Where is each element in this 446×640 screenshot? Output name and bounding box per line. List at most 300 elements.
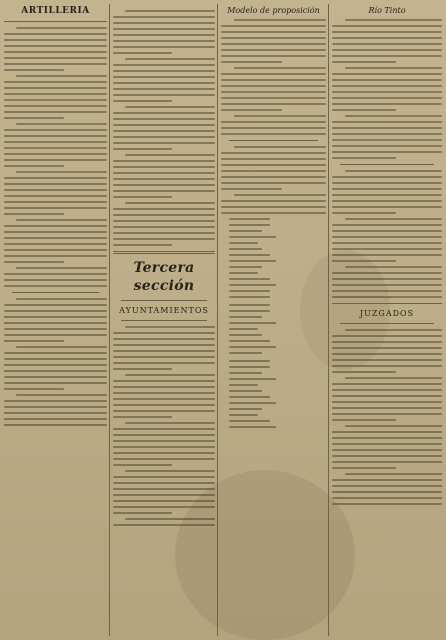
text-line xyxy=(332,157,396,159)
text-line xyxy=(229,230,262,232)
text-line xyxy=(345,19,442,21)
text-line xyxy=(113,112,215,114)
text-line xyxy=(229,290,270,292)
text-line xyxy=(332,85,442,87)
text-line xyxy=(113,28,215,30)
text-line xyxy=(4,388,64,390)
text-line xyxy=(332,359,442,361)
text-line xyxy=(125,58,215,60)
text-line xyxy=(332,413,442,415)
text-line xyxy=(229,296,270,298)
text-line xyxy=(113,238,215,240)
text-line xyxy=(113,40,215,42)
text-line xyxy=(4,117,64,119)
text-line xyxy=(113,356,215,358)
text-line xyxy=(4,316,107,318)
text-line xyxy=(4,255,107,257)
text-line xyxy=(345,67,442,69)
text-line xyxy=(4,63,107,65)
text-line xyxy=(332,236,442,238)
text-line xyxy=(113,500,215,502)
text-line xyxy=(113,452,215,454)
proposicion-body-2 xyxy=(221,146,326,214)
text-line xyxy=(345,170,442,172)
text-line xyxy=(4,87,107,89)
text-line xyxy=(4,370,107,372)
text-line xyxy=(221,176,326,178)
text-line xyxy=(221,170,326,172)
text-line xyxy=(332,127,442,129)
text-line xyxy=(4,358,107,360)
text-line xyxy=(125,518,215,520)
text-line xyxy=(332,419,396,421)
text-line xyxy=(4,249,107,251)
text-line xyxy=(125,326,215,328)
text-line xyxy=(4,69,64,71)
text-line xyxy=(332,49,442,51)
text-line xyxy=(229,402,276,404)
column-rule xyxy=(217,4,218,636)
text-line xyxy=(4,406,107,408)
text-line xyxy=(229,420,270,422)
text-line xyxy=(113,136,215,138)
text-line xyxy=(221,25,326,27)
text-line xyxy=(113,476,215,478)
text-line xyxy=(113,94,215,96)
text-line xyxy=(4,364,107,366)
text-line xyxy=(221,212,326,214)
text-line xyxy=(113,118,215,120)
text-line xyxy=(332,248,442,250)
text-line xyxy=(113,166,215,168)
text-line xyxy=(221,200,326,202)
text-line xyxy=(4,243,107,245)
text-line xyxy=(332,145,442,147)
text-line xyxy=(332,272,442,274)
text-line xyxy=(221,49,326,51)
text-line xyxy=(221,79,326,81)
text-line xyxy=(345,266,442,268)
text-line xyxy=(345,218,442,220)
rio-tinto-body-2 xyxy=(332,170,442,298)
text-line xyxy=(332,278,442,280)
ayuntamientos-heading: AYUNTAMIENTOS xyxy=(119,306,209,315)
text-line xyxy=(229,248,262,250)
hospital-list xyxy=(229,304,326,354)
text-line xyxy=(221,109,282,111)
text-line xyxy=(4,382,107,384)
text-line xyxy=(332,467,396,469)
text-line xyxy=(332,224,442,226)
divider xyxy=(121,320,207,321)
section-divider xyxy=(113,251,215,254)
text-line xyxy=(113,350,215,352)
text-line xyxy=(113,16,215,18)
text-line xyxy=(332,383,442,385)
text-line xyxy=(332,25,442,27)
artilleria-body xyxy=(4,27,107,287)
text-line xyxy=(229,328,258,330)
text-line xyxy=(345,115,442,117)
text-line xyxy=(332,79,442,81)
text-line xyxy=(345,473,442,475)
text-line xyxy=(113,46,215,48)
text-line xyxy=(113,190,215,192)
text-line xyxy=(332,353,442,355)
text-line xyxy=(4,273,107,275)
text-line xyxy=(113,148,172,150)
text-line xyxy=(4,33,107,35)
text-line xyxy=(332,491,442,493)
text-line xyxy=(229,242,258,244)
text-line xyxy=(229,284,276,286)
san-sebastian-list xyxy=(229,360,326,428)
text-line xyxy=(221,55,326,57)
text-line xyxy=(332,151,442,153)
text-line xyxy=(113,124,215,126)
text-line xyxy=(125,154,215,156)
text-line xyxy=(113,524,215,526)
text-line xyxy=(332,139,442,141)
text-line xyxy=(4,135,107,137)
text-line xyxy=(332,401,442,403)
text-line xyxy=(229,310,270,312)
divider xyxy=(229,140,318,141)
text-line xyxy=(113,494,215,496)
text-line xyxy=(4,129,107,131)
text-line xyxy=(4,159,107,161)
text-line xyxy=(229,372,262,374)
text-line xyxy=(125,10,215,12)
text-line xyxy=(345,329,442,331)
text-line xyxy=(4,225,107,227)
text-line xyxy=(332,479,442,481)
text-line xyxy=(16,171,107,173)
text-line xyxy=(16,346,107,348)
text-line xyxy=(332,449,442,451)
text-line xyxy=(234,19,326,21)
text-line xyxy=(332,284,442,286)
text-line xyxy=(332,133,442,135)
text-line xyxy=(16,394,107,396)
text-line xyxy=(221,127,326,129)
text-line xyxy=(221,61,282,63)
text-line xyxy=(332,497,442,499)
artilleria-heading: ARTILLERÍA xyxy=(21,6,90,16)
divider xyxy=(4,21,107,22)
text-line xyxy=(234,146,326,148)
text-line xyxy=(125,422,215,424)
text-line xyxy=(4,195,107,197)
text-line xyxy=(4,322,107,324)
text-line xyxy=(221,43,326,45)
text-line xyxy=(332,335,442,337)
text-line xyxy=(4,189,107,191)
text-line xyxy=(4,376,107,378)
text-line xyxy=(332,443,442,445)
text-line xyxy=(229,266,262,268)
text-line xyxy=(345,425,442,427)
juzgados-heading: JUZGADOS xyxy=(359,309,415,318)
text-line xyxy=(113,512,172,514)
text-line xyxy=(4,213,64,215)
text-line xyxy=(229,316,262,318)
text-line xyxy=(332,37,442,39)
text-line xyxy=(221,152,326,154)
text-line xyxy=(113,88,215,90)
text-line xyxy=(332,395,442,397)
rio-tinto-body xyxy=(332,19,442,159)
text-line xyxy=(16,267,107,269)
text-line xyxy=(234,115,326,117)
text-line xyxy=(4,105,107,107)
text-line xyxy=(332,176,442,178)
text-line xyxy=(229,360,270,362)
text-line xyxy=(4,231,107,233)
divider xyxy=(340,323,434,324)
text-line xyxy=(4,177,107,179)
text-line xyxy=(4,261,64,263)
text-line xyxy=(332,121,442,123)
text-line xyxy=(332,206,442,208)
text-line xyxy=(113,244,172,246)
text-line xyxy=(4,279,107,281)
text-line xyxy=(125,374,215,376)
tercera-seccion-heading: Tercera sección xyxy=(133,260,195,294)
text-line xyxy=(229,322,276,324)
text-line xyxy=(125,202,215,204)
text-line xyxy=(221,206,326,208)
text-line xyxy=(229,254,270,256)
text-line xyxy=(4,57,107,59)
text-line xyxy=(113,362,215,364)
text-line xyxy=(113,226,215,228)
text-line xyxy=(4,39,107,41)
text-line xyxy=(332,407,442,409)
text-line xyxy=(113,446,215,448)
text-line xyxy=(332,503,442,505)
column-3 xyxy=(221,6,326,634)
text-line xyxy=(4,45,107,47)
text-line xyxy=(332,55,442,57)
text-line xyxy=(229,396,270,398)
artilleria-body-2 xyxy=(4,298,107,426)
text-line xyxy=(332,254,442,256)
text-line xyxy=(4,285,107,287)
text-line xyxy=(332,461,442,463)
text-line xyxy=(4,93,107,95)
text-line xyxy=(113,398,215,400)
column-2 xyxy=(113,6,215,634)
text-line xyxy=(221,182,326,184)
text-line xyxy=(332,437,442,439)
column-rule xyxy=(109,4,110,636)
divider xyxy=(121,300,207,301)
text-line xyxy=(113,130,215,132)
text-line xyxy=(332,230,442,232)
text-line xyxy=(113,172,215,174)
text-line xyxy=(4,141,107,143)
text-line xyxy=(113,220,215,222)
casas-capitulares-list xyxy=(229,218,326,298)
text-line xyxy=(332,347,442,349)
text-line xyxy=(229,366,270,368)
divider xyxy=(332,303,442,304)
text-line xyxy=(332,260,396,262)
text-line xyxy=(113,434,215,436)
text-line xyxy=(332,194,442,196)
text-line xyxy=(221,188,282,190)
text-line xyxy=(221,91,326,93)
text-line xyxy=(229,414,258,416)
text-line xyxy=(4,165,64,167)
text-line xyxy=(221,37,326,39)
text-line xyxy=(113,464,172,466)
text-line xyxy=(113,160,215,162)
text-line xyxy=(113,100,172,102)
text-line xyxy=(332,61,396,63)
text-line xyxy=(234,67,326,69)
text-line xyxy=(332,431,442,433)
text-line xyxy=(4,310,107,312)
text-line xyxy=(16,123,107,125)
text-line xyxy=(332,371,396,373)
text-line xyxy=(113,416,172,418)
text-line xyxy=(113,184,215,186)
text-line xyxy=(221,133,326,135)
text-line xyxy=(125,106,215,108)
text-line xyxy=(113,344,215,346)
text-line xyxy=(113,386,215,388)
text-line xyxy=(221,164,326,166)
text-line xyxy=(332,296,442,298)
text-line xyxy=(113,70,215,72)
text-line xyxy=(332,97,442,99)
text-line xyxy=(332,73,442,75)
text-line xyxy=(113,22,215,24)
text-line xyxy=(113,178,215,180)
text-line xyxy=(332,455,442,457)
text-line xyxy=(113,214,215,216)
text-line xyxy=(16,219,107,221)
text-line xyxy=(229,340,270,342)
text-line xyxy=(229,278,270,280)
text-line xyxy=(229,384,258,386)
text-line xyxy=(332,290,442,292)
text-line xyxy=(332,212,396,214)
text-line xyxy=(229,334,262,336)
text-line xyxy=(229,426,276,428)
column-4 xyxy=(332,6,442,634)
text-line xyxy=(332,365,442,367)
text-line xyxy=(4,183,107,185)
text-line xyxy=(332,109,396,111)
text-line xyxy=(229,218,270,220)
rio-tinto-heading: Río Tinto xyxy=(368,6,406,15)
text-line xyxy=(16,75,107,77)
text-line xyxy=(221,73,326,75)
text-line xyxy=(4,81,107,83)
text-line xyxy=(221,85,326,87)
text-line xyxy=(113,380,215,382)
text-line xyxy=(229,390,262,392)
text-line xyxy=(332,485,442,487)
text-line xyxy=(229,260,276,262)
text-line xyxy=(113,196,172,198)
text-line xyxy=(221,121,326,123)
text-line xyxy=(4,111,107,113)
text-line xyxy=(113,440,215,442)
text-line xyxy=(4,99,107,101)
ayuntamientos-body xyxy=(113,326,215,526)
text-line xyxy=(4,237,107,239)
text-line xyxy=(113,76,215,78)
text-line xyxy=(332,200,442,202)
text-line xyxy=(4,424,107,426)
text-line xyxy=(229,236,276,238)
text-line xyxy=(221,103,326,105)
text-line xyxy=(221,97,326,99)
text-line xyxy=(332,242,442,244)
text-line xyxy=(113,142,215,144)
text-line xyxy=(221,158,326,160)
text-line xyxy=(332,341,442,343)
text-line xyxy=(229,408,262,410)
text-line xyxy=(4,304,107,306)
text-line xyxy=(125,470,215,472)
text-line xyxy=(113,404,215,406)
text-line xyxy=(4,153,107,155)
text-line xyxy=(4,207,107,209)
text-line xyxy=(332,389,442,391)
text-line xyxy=(4,51,107,53)
text-line xyxy=(4,400,107,402)
text-line xyxy=(229,346,276,348)
text-line xyxy=(4,147,107,149)
text-line xyxy=(113,368,172,370)
text-line xyxy=(113,332,215,334)
text-line xyxy=(332,43,442,45)
text-line xyxy=(332,31,442,33)
text-line xyxy=(113,506,215,508)
text-line xyxy=(221,31,326,33)
text-line xyxy=(113,392,215,394)
divider xyxy=(12,292,99,293)
divider xyxy=(340,164,434,165)
text-line xyxy=(16,27,107,29)
text-line xyxy=(4,412,107,414)
text-line xyxy=(16,298,107,300)
text-line xyxy=(345,377,442,379)
proposicion-body xyxy=(221,19,326,135)
column-1 xyxy=(4,6,107,634)
text-line xyxy=(332,182,442,184)
text-line xyxy=(4,352,107,354)
text-line xyxy=(332,188,442,190)
text-line xyxy=(4,418,107,420)
text-line xyxy=(332,91,442,93)
text-line xyxy=(234,194,326,196)
text-line xyxy=(4,340,64,342)
text-line xyxy=(113,52,172,54)
text-line xyxy=(332,103,442,105)
text-line xyxy=(229,352,262,354)
text-line xyxy=(4,201,107,203)
text-line xyxy=(4,334,107,336)
column-rule xyxy=(328,4,329,636)
text-line xyxy=(113,338,215,340)
text-line xyxy=(4,328,107,330)
